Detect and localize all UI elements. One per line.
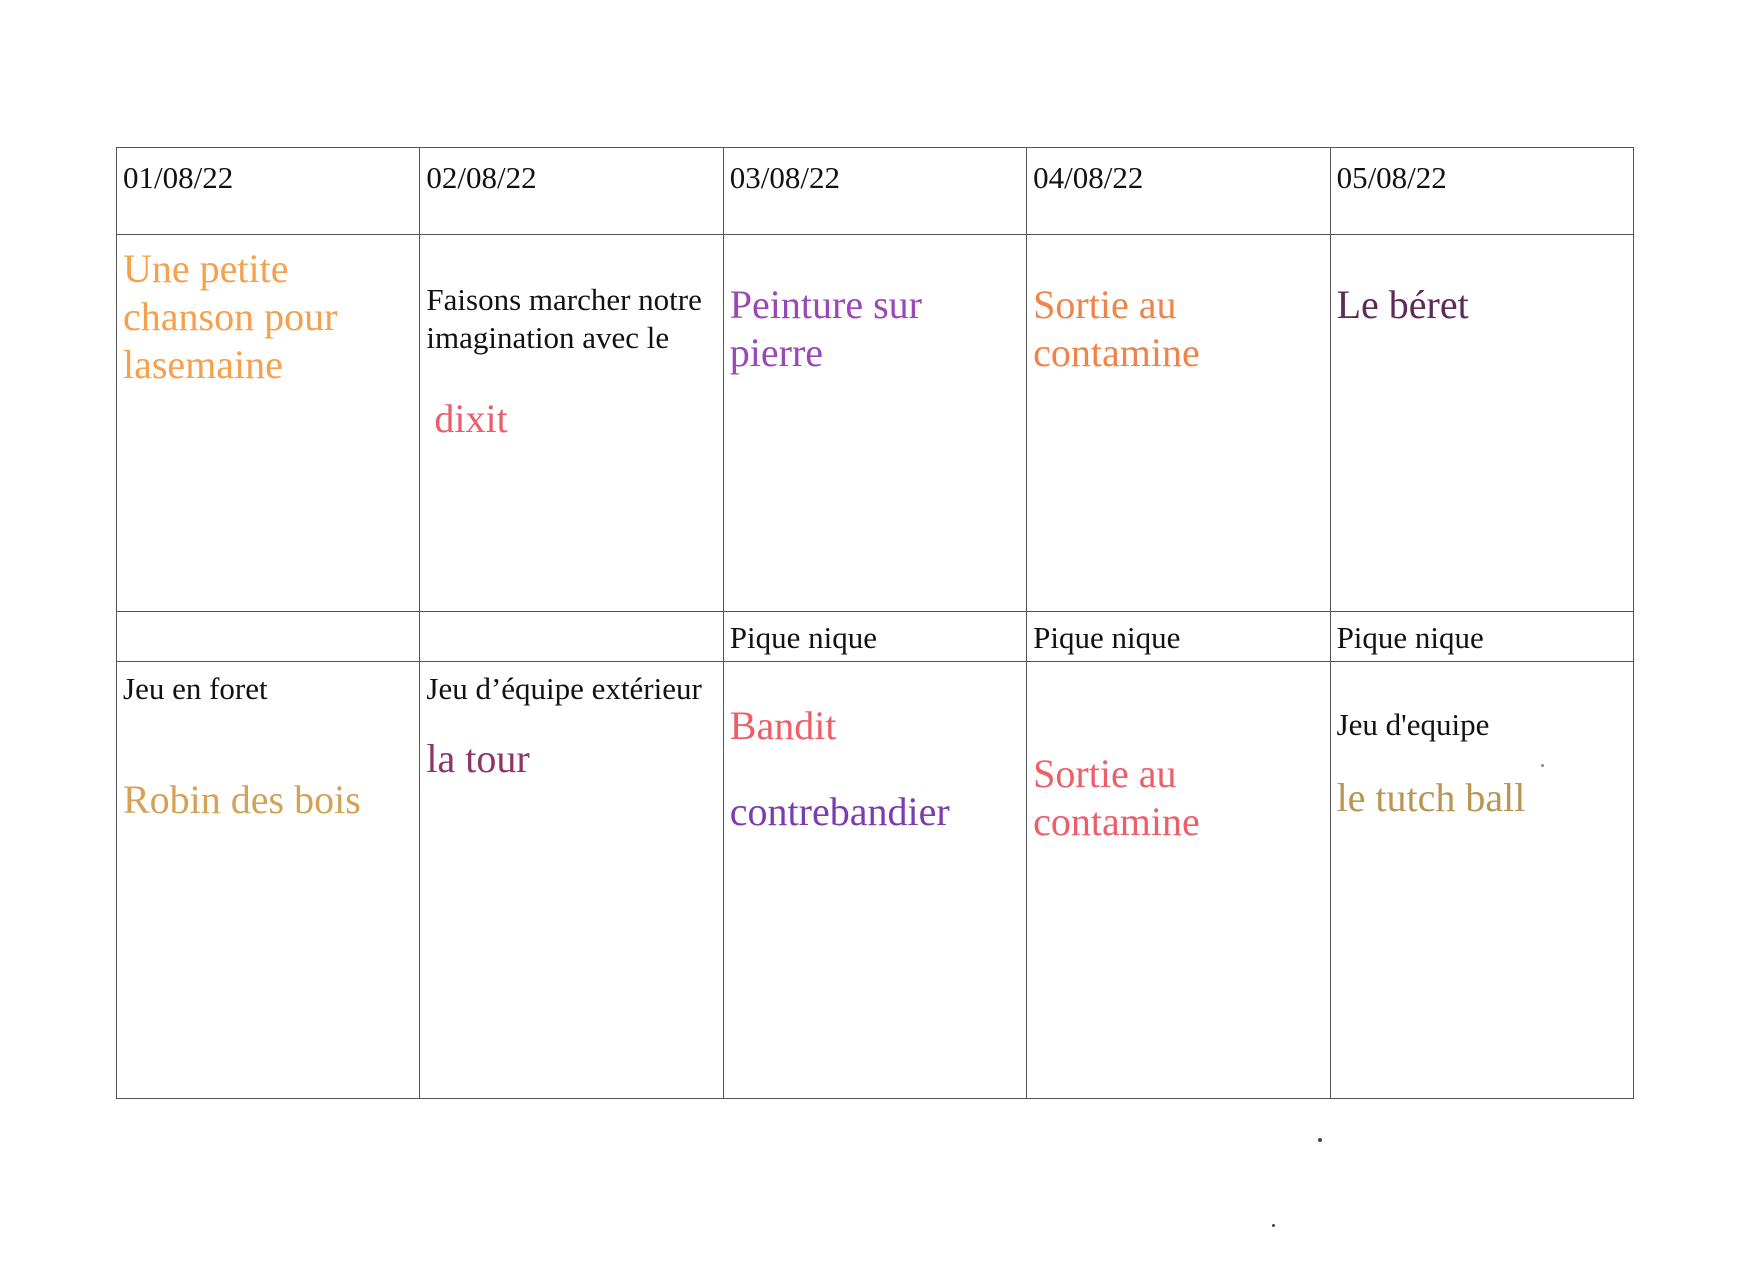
afternoon-cell [1330,662,1633,1099]
activity-title: Peinture sur pierre [729,282,922,375]
morning-cell [1027,235,1330,612]
lunch-cell [117,612,420,662]
morning-row [117,235,1634,612]
activity-title: Une petite chanson pour lasemaine [123,246,338,387]
date-cell [1330,148,1633,235]
morning-cell [723,235,1026,612]
lunch-cell [1330,612,1633,662]
lunch-cell [723,612,1026,662]
lunch-label: Pique nique [1336,620,1484,655]
activity-title: Bandit [729,703,837,748]
afternoon-cell [117,662,420,1099]
activity-title: la tour [426,736,530,781]
lunch-row [117,612,1634,662]
activity-title: Le béret [1336,282,1469,327]
activity-title: le tutch ball [1336,775,1526,820]
lunch-cell [420,612,723,662]
date-label: 01/08/22 [123,160,234,195]
afternoon-cell [1027,662,1330,1099]
activity-intro: Jeu d'equipe [1336,707,1490,742]
date-cell [117,148,420,235]
morning-cell [420,235,723,612]
afternoon-row [117,662,1634,1099]
activity-intro: Jeu d’équipe extérieur [426,671,702,706]
afternoon-cell [420,662,723,1099]
scan-speck [1272,1224,1275,1227]
activity-intro: Faisons marcher notre imagination avec le [426,282,702,355]
date-label: 05/08/22 [1336,160,1447,195]
dates-row [117,148,1634,235]
date-cell [420,148,723,235]
date-label: 03/08/22 [729,160,841,195]
date-label: 02/08/22 [426,160,537,195]
afternoon-cell [723,662,1026,1099]
scan-speck [1318,1138,1322,1142]
activity-title: Sortie au contamine [1033,751,1200,844]
lunch-label: Pique nique [1033,620,1181,655]
morning-cell [117,235,420,612]
lunch-cell [1027,612,1330,662]
date-cell [723,148,1026,235]
scan-speck [1541,764,1544,767]
activity-title: dixit [434,396,508,441]
date-label: 04/08/22 [1033,160,1144,195]
date-cell [1027,148,1330,235]
morning-cell [1330,235,1633,612]
activity-intro: Jeu en foret [123,671,268,706]
weekly-activity-table [116,147,1634,1099]
activity-title: Robin des bois [123,777,361,822]
activity-title: Sortie au contamine [1033,282,1200,375]
lunch-label: Pique nique [729,620,878,655]
activity-subtitle: contrebandier [729,789,950,834]
